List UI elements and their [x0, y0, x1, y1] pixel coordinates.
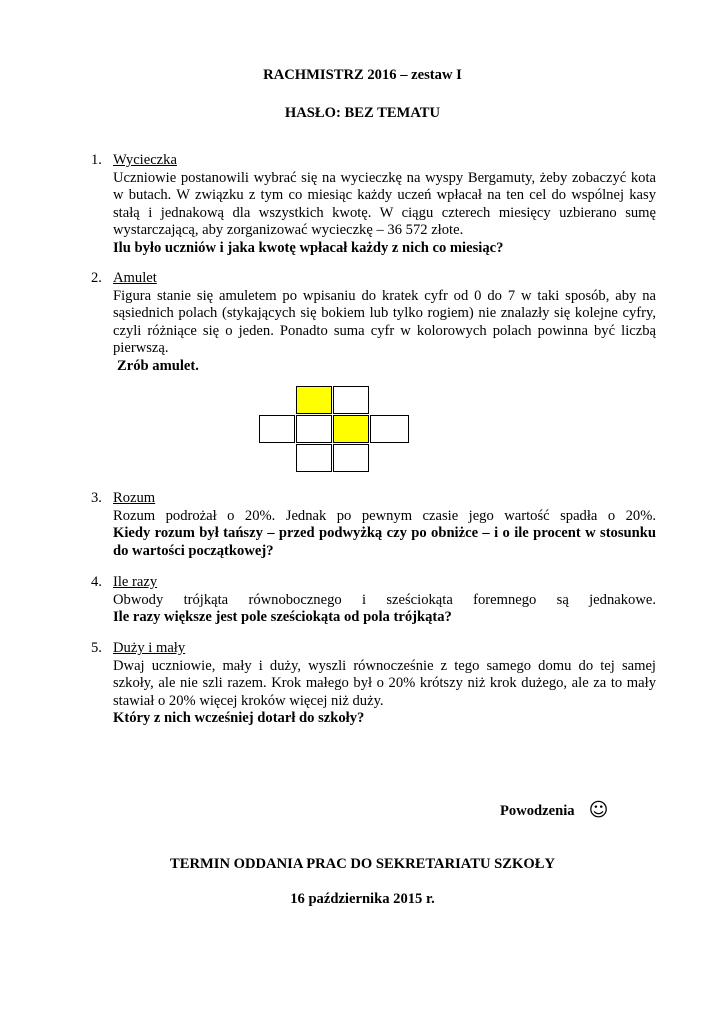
- task-line: sąsiednich polach (stykających się bokiem lub tylko rogiem) nie znalazły się kolejne cyfry,: [113, 305, 656, 322]
- task-line: stałą i jednakową dla wszystkich kwotę. W ciągu czterech miesięcy uzbierano sumę: [113, 204, 656, 221]
- task-question: Kiedy rozum był tańszy – przed podwyżką czy po obniżce – i o ile procent w stosunku: [113, 525, 656, 542]
- password-line: HASŁO: BEZ TEMATU: [284, 105, 441, 121]
- task-line: pierwszą.: [113, 340, 169, 357]
- deadline-heading: TERMIN ODDANIA PRAC DO SEKRETARIATU SZKOŁY: [169, 856, 556, 872]
- task-line: Rozum podrożał o 20%. Jednak po pewnym czasie jego wartość spadła o 20%.: [113, 507, 656, 524]
- task-line: stawiał o 20% więcej kroków więcej niż duży.: [113, 692, 384, 709]
- task-number: 3.: [91, 490, 102, 506]
- amulet-cell: [333, 386, 369, 414]
- task-title: Duży i mały: [113, 640, 186, 656]
- amulet-grid: [259, 386, 409, 472]
- task-number: 1.: [91, 152, 102, 168]
- task-body: [113, 490, 656, 560]
- task-number: 4.: [91, 574, 102, 590]
- task-title: Rozum: [113, 490, 156, 506]
- page-title: RACHMISTRZ 2016 – zestaw I: [263, 67, 462, 83]
- task-line: Figura stanie się amuletem po wpisaniu do kratek cyfr od 0 do 7 w taki sposób, aby na: [113, 287, 656, 304]
- task-body: [113, 270, 656, 376]
- good-luck-text: Powodzenia: [500, 803, 575, 819]
- task-title: Amulet: [113, 270, 157, 286]
- amulet-cell: [259, 415, 295, 443]
- task-question: do wartości początkowej?: [113, 542, 274, 559]
- amulet-cell: [296, 444, 332, 472]
- amulet-cell: [296, 415, 332, 443]
- smiley-icon: ☺: [588, 799, 609, 821]
- task-body: [113, 152, 656, 258]
- task-body: [113, 640, 656, 728]
- task-question: Zrób amulet.: [117, 357, 199, 374]
- task-question: Ilu było uczniów i jaka kwotę wpłacał każdy z nich co miesiąc?: [113, 239, 504, 256]
- task-line: Obwody trójkąta równobocznego i sześciokąta foremnego są jednakowe.: [113, 591, 656, 608]
- task-line: Uczniowie postanowili wybrać się na wycieczkę na wyspy Bergamuty, żeby zobaczyć kota: [113, 169, 656, 186]
- task-number: 2.: [91, 270, 102, 286]
- task-number: 5.: [91, 640, 102, 656]
- task-line: szkoły, ale nie szli razem. Krok małego był o 20% krótszy niż krok dużego, ale za to mały: [113, 675, 656, 692]
- amulet-cell: [370, 415, 409, 443]
- task-title: Ile razy: [113, 574, 158, 590]
- amulet-cell-colored: [296, 386, 332, 414]
- task-line: Dwaj uczniowie, mały i duży, wyszli równocześnie z tego samego domu do tej samej: [113, 657, 656, 674]
- deadline-date: 16 października 2015 r.: [290, 891, 435, 907]
- task-title: Wycieczka: [113, 152, 177, 168]
- amulet-cell: [333, 444, 369, 472]
- task-line: czyli różniące się o jeden. Ponadto suma cyfr w kolorowych polach powinna być liczbą: [113, 322, 656, 339]
- amulet-cell-colored: [333, 415, 369, 443]
- task-body: [113, 574, 656, 627]
- task-question: Który z nich wcześniej dotarł do szkoły?: [113, 710, 365, 727]
- task-line: w butach. W związku z tym co miesiąc każdy uczeń wpłacał na ten cel do wspólnej kasy: [113, 187, 656, 204]
- task-question: Ile razy większe jest pole sześciokąta od pola trójkąta?: [113, 609, 452, 626]
- good-luck: [500, 799, 609, 821]
- task-line: wystarczającą, aby zorganizować wycieczkę – 36 572 złote.: [113, 222, 464, 239]
